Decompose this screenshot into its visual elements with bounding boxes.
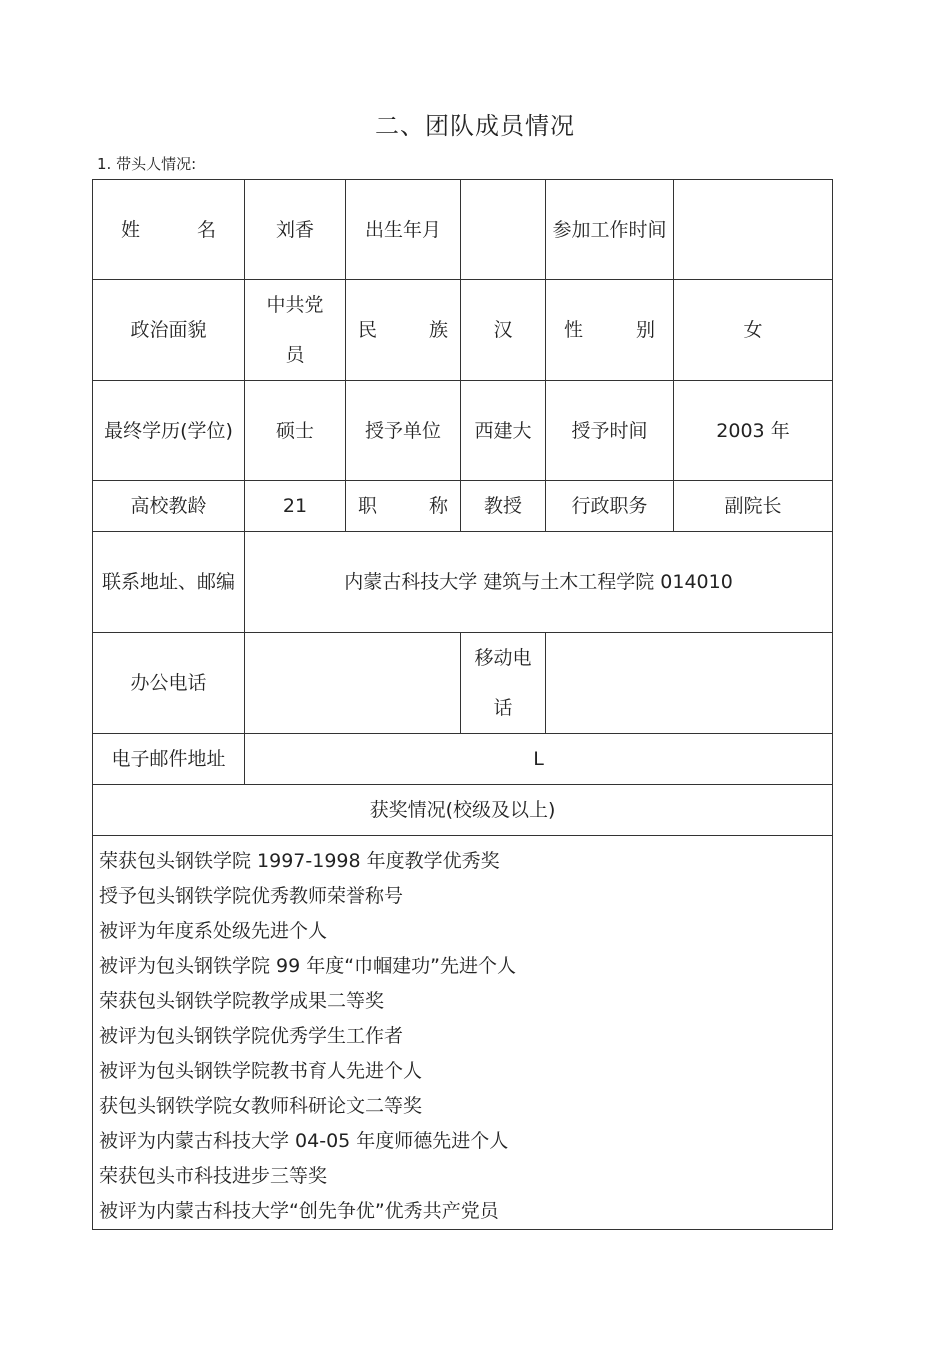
- office-phone-label: 办公电话: [93, 633, 245, 734]
- list-item: 被评为内蒙古科技大学“创先争优”优秀共产党员: [99, 1200, 499, 1222]
- list-item: 被评为包头钢铁学院 99 年度“巾帼建功”先进个人: [99, 955, 516, 977]
- grant-time-label: 授予时间: [546, 381, 674, 481]
- list-item: 获包头钢铁学院女教师科研论文二等奖: [99, 1095, 423, 1117]
- political-value: 中共党员: [245, 280, 346, 381]
- list-item: 被评为年度系处级先进个人: [99, 920, 328, 942]
- grantor-value: 西建大: [461, 381, 546, 481]
- table-row: [93, 734, 833, 785]
- page-title: 二、团队成员情况: [375, 112, 575, 140]
- table-row: [93, 785, 833, 836]
- admin-label: 行政职务: [546, 481, 674, 532]
- list-item: 被评为内蒙古科技大学 04-05 年度师德先进个人: [99, 1130, 509, 1152]
- mobile-label: 移动电话: [461, 633, 546, 734]
- education-label: 最终学历(学位): [93, 381, 245, 481]
- table-row: [93, 836, 833, 1230]
- list-item: 荣获包头钢铁学院教学成果二等奖: [99, 990, 385, 1012]
- table-row: [93, 481, 833, 532]
- table-row: [93, 532, 833, 633]
- section-subtitle: 1. 带头人情况:: [97, 155, 197, 173]
- admin-value: 副院长: [674, 481, 833, 532]
- teaching-years-label: 高校教龄: [93, 481, 245, 532]
- email-value: L: [245, 734, 833, 785]
- work-start-value: [674, 180, 833, 280]
- table-row: [93, 180, 833, 280]
- title-label: 职 称: [346, 481, 461, 532]
- birth-value: [461, 180, 546, 280]
- name-label: 姓 名: [93, 180, 245, 280]
- awards-list: [93, 836, 832, 1229]
- address-value: 内蒙古科技大学 建筑与土木工程学院 014010: [245, 532, 833, 633]
- table-row: [93, 280, 833, 381]
- email-label: 电子邮件地址: [93, 734, 245, 785]
- list-item: 授予包头钢铁学院优秀教师荣誉称号: [99, 885, 404, 907]
- gender-value: 女: [674, 280, 833, 381]
- list-item: 荣获包头钢铁学院 1997-1998 年度教学优秀奖: [99, 850, 500, 872]
- office-phone-value: [245, 633, 461, 734]
- work-start-label: 参加工作时间: [546, 180, 674, 280]
- name-value: 刘香: [245, 180, 346, 280]
- table-row: [93, 381, 833, 481]
- grantor-label: 授予单位: [346, 381, 461, 481]
- teaching-years-value: 21: [245, 481, 346, 532]
- mobile-value: [546, 633, 833, 734]
- table-row: [93, 633, 833, 734]
- address-label: 联系地址、邮编: [93, 532, 245, 633]
- ethnicity-value: 汉: [461, 280, 546, 381]
- education-value: 硕士: [245, 381, 346, 481]
- ethnicity-label: 民 族: [346, 280, 461, 381]
- birth-label: 出生年月: [346, 180, 461, 280]
- leader-info-table: [92, 179, 833, 1230]
- list-item: 被评为包头钢铁学院教书育人先进个人: [99, 1060, 423, 1082]
- list-item: 被评为包头钢铁学院优秀学生工作者: [99, 1025, 404, 1047]
- awards-cell: [93, 836, 833, 1230]
- title-value: 教授: [461, 481, 546, 532]
- gender-label: 性 别: [546, 280, 674, 381]
- list-item: 荣获包头市科技进步三等奖: [99, 1165, 328, 1187]
- grant-time-value: 2003 年: [674, 381, 833, 481]
- awards-header: 获奖情况(校级及以上): [93, 785, 833, 836]
- political-label: 政治面貌: [93, 280, 245, 381]
